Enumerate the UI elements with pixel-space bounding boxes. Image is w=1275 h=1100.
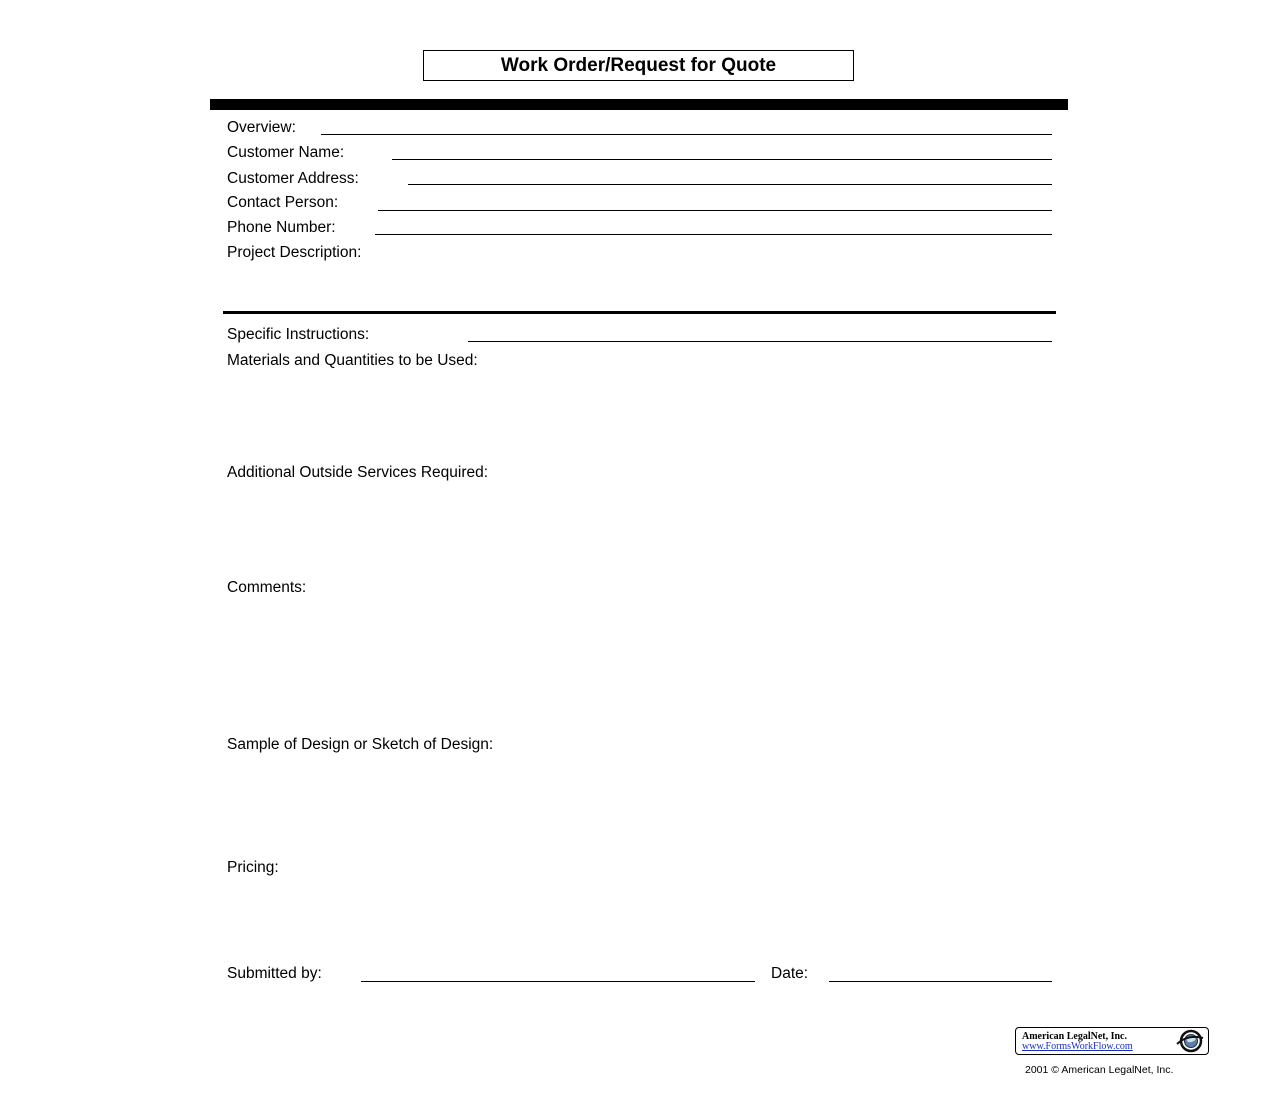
customer-address-label: Customer Address: [227, 170, 359, 187]
logo-website-link[interactable]: www.FormsWorkFlow.com [1022, 1041, 1133, 1052]
contact-person-label: Contact Person: [227, 194, 339, 211]
design-sample-label: Sample of Design or Sketch of Design: [227, 736, 494, 753]
comments-label: Comments: [227, 579, 307, 596]
globe-icon [1172, 1029, 1206, 1053]
materials-label: Materials and Quantities to be Used: [227, 352, 478, 369]
customer-name-label: Customer Name: [227, 144, 345, 161]
customer-name-field[interactable] [392, 159, 1052, 160]
submitted-by-label: Submitted by: [227, 965, 322, 982]
company-logo [1015, 1027, 1209, 1055]
date-field[interactable] [829, 981, 1052, 982]
customer-address-field[interactable] [408, 184, 1052, 185]
logo-company-name: American LegalNet, Inc. [1022, 1031, 1127, 1042]
header-divider [210, 99, 1068, 110]
form-title [423, 50, 854, 81]
outside-services-label: Additional Outside Services Required: [227, 464, 489, 481]
project-description-label: Project Description: [227, 244, 362, 261]
pricing-label: Pricing: [227, 859, 279, 876]
submitted-by-field[interactable] [361, 981, 755, 982]
specific-instructions-field[interactable] [468, 341, 1052, 342]
specific-instructions-label: Specific Instructions: [227, 326, 370, 343]
overview-label: Overview: [227, 119, 296, 136]
date-label: Date: [771, 965, 809, 982]
phone-number-label: Phone Number: [227, 219, 336, 236]
contact-person-field[interactable] [378, 210, 1052, 211]
section-divider [223, 311, 1056, 314]
overview-field[interactable] [321, 134, 1052, 135]
copyright-notice: 2001 © American LegalNet, Inc. [1025, 1064, 1174, 1076]
form-title-text: Work Order/Request for Quote [500, 54, 777, 76]
phone-number-field[interactable] [375, 234, 1052, 235]
